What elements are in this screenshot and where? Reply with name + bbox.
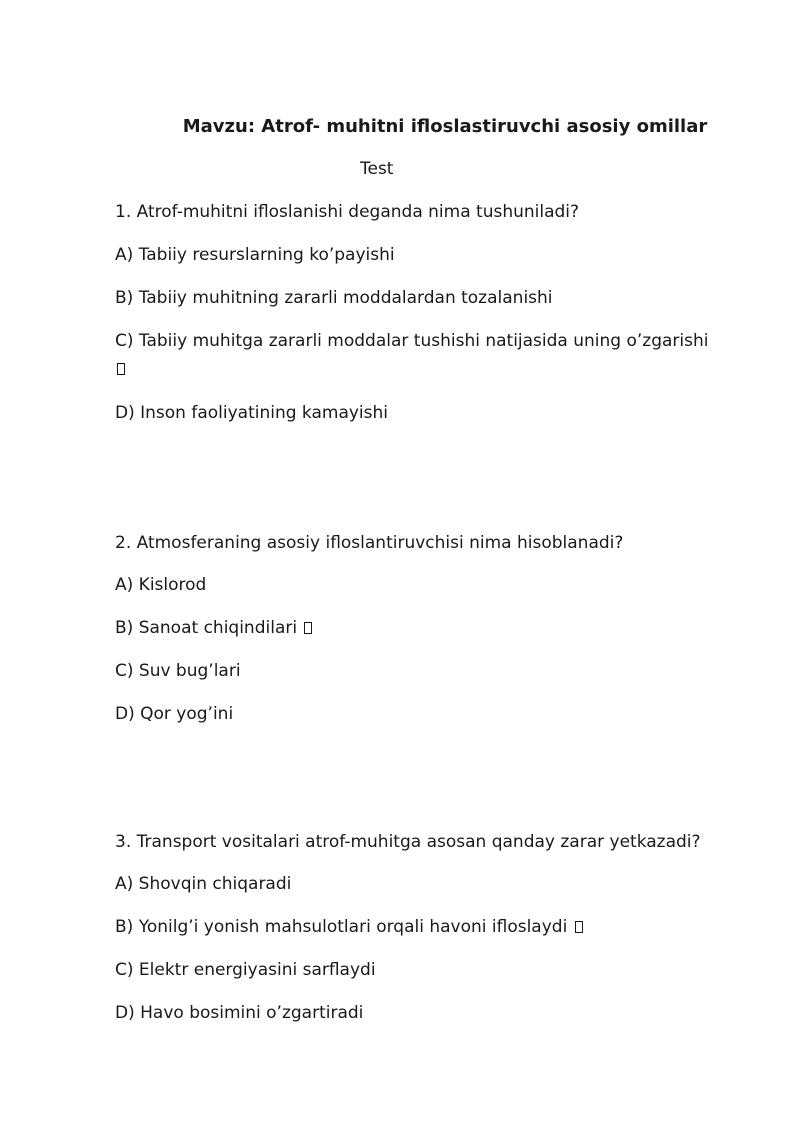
question-2-option-a: A) Kislorod [115, 575, 207, 595]
question-3-text: 3. Transport vositalari atrof-muhitga asosan qanday zarar yetkazadi? [115, 832, 701, 852]
document-subtitle: Test [360, 159, 394, 179]
question-2-option-b-label: B) Sanoat chiqindilari [115, 618, 298, 638]
question-1-text: 1. Atrof-muhitni ifloslanishi deganda nima tushuniladi? [115, 202, 580, 222]
question-1-option-d: D) Inson faoliyatining kamayishi [115, 403, 389, 423]
question-3-option-a: A) Shovqin chiqaradi [115, 874, 292, 894]
answer-mark-icon [575, 921, 583, 933]
question-3-option-d: D) Havo bosimini o’zgartiradi [115, 1003, 364, 1023]
question-3-option-c: C) Elektr energiyasini sarflaydi [115, 960, 376, 980]
question-3-option-b [115, 914, 583, 940]
question-2-option-d: D) Qor yog’ini [115, 704, 234, 724]
question-2-text: 2. Atmosferaning asosiy ifloslantiruvchisi nima hisoblanadi? [115, 533, 624, 553]
question-1-option-c: C) Tabiiy muhitga zararli moddalar tushishi natijasida uning o’zgarishi [115, 331, 709, 351]
question-2-option-b [115, 615, 312, 641]
answer-mark-icon [117, 363, 125, 375]
question-1-option-a: A) Tabiiy resurslarning ko’payishi [115, 245, 395, 265]
document-title: Mavzu: Atrof- muhitni ifloslastiruvchi asosiy omillar [182, 116, 708, 137]
question-3-option-b-label: B) Yonilg’i yonish mahsulotlari orqali havoni ifloslaydi [115, 917, 568, 937]
question-2-option-c: C) Suv bug’lari [115, 661, 241, 681]
question-1-option-b: B) Tabiiy muhitning zararli moddalardan tozalanishi [115, 288, 553, 308]
answer-mark-icon [304, 622, 312, 634]
